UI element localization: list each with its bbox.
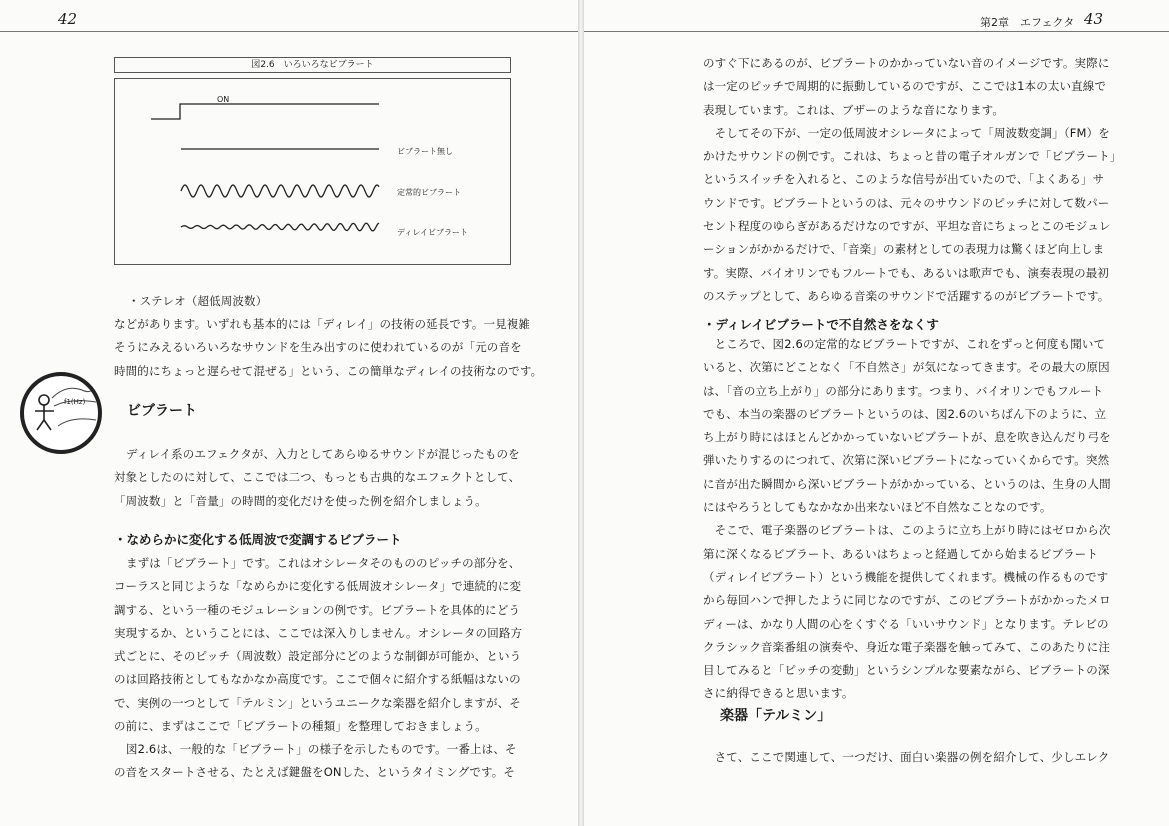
f1-hz-label: f1(Hz)	[64, 398, 86, 406]
stereo-bullet: ・ステレオ（超低周波数）	[128, 294, 268, 308]
delay-vibrato-wave	[181, 223, 379, 231]
paragraph-delay-summary	[114, 313, 542, 383]
text-line: から毎回ハンで押したように同じなのですが、このビブラートがかかったメロ	[703, 593, 1111, 608]
text-line: などがあります。いずれも基本的には「ディレイ」の技術の延長です。一見複雑	[114, 317, 531, 331]
steady-vibrato-wave	[181, 185, 379, 197]
paragraph-vibrato-explain	[114, 552, 522, 738]
figure-caption: 図2.6 いろいろなビブラート	[114, 57, 511, 73]
text-line: 実現するか、ということには、ここでは深入りしません。オシレータの回路方	[114, 625, 523, 640]
text-line: ーションがかかるだけで、「音楽」の素材としての表現力は驚くほど向上しま	[703, 242, 1105, 257]
text-line: のすぐ下にあるのが、ビブラートのかかっていない音のイメージです。実際に	[703, 56, 1110, 70]
text-line: のステップとして、あらゆる音楽のサウンドで活躍するのがビブラートです。	[703, 288, 1110, 303]
section-title-theremin: 楽器「テルミン」	[720, 708, 832, 724]
paragraph-figure-description	[114, 738, 517, 785]
text-line: さに納得できると思います。	[703, 686, 854, 701]
text-line: 時間的にちょっと遅らせて混ぜる」という、この簡単なディレイの技術なのです。	[114, 363, 543, 378]
text-line: ち上がり時にはほとんどかかっていないビブラートが、息を吹き込んだり弓を	[703, 430, 1111, 445]
text-line: は一定のピッチで周期的に振動しているのですが、ここでは1本の太い直線で	[703, 79, 1107, 94]
text-line: でも、本当の楽器のビブラートというのは、図2.6のいちばん下のように、立	[703, 406, 1107, 421]
delay-vibrato-label: ディレイビブラート	[397, 228, 468, 237]
paragraph-theremin-intro	[703, 746, 1109, 769]
text-line: セント程度のゆらぎがあるだけなのですが、平坦な音にちょっとこのモジュレ	[703, 219, 1111, 234]
header-rule-right	[584, 31, 1169, 32]
section-title-vibrato: ビブラート	[127, 403, 197, 419]
text-line: 弾いたりするのにつれて、次第に深いビブラートになっていくからです。突然	[703, 453, 1110, 468]
text-line: ところで、図2.6の定常的なビブラートですが、これをずっと何度も聞いて	[703, 337, 1106, 351]
text-line: は、「音の立ち上がり」の部分にあります。つまり、バイオリンでもフルート	[703, 383, 1104, 398]
paragraph-vibrato-intro	[114, 443, 520, 513]
text-line: で、実例の一つとして「テルミン」というユニークな楽器を紹介しますが、そ	[114, 695, 521, 710]
text-line: 式ごとに、そのピッチ（周波数）設定部分にどのような制御が可能か、という	[114, 649, 522, 664]
on-gate-line	[151, 104, 379, 119]
text-line: そこで、電子楽器のビブラートは、このように立ち上がり時にはゼロから次	[703, 523, 1111, 538]
text-line: （ディレイビブラート）という機能を提供してくれます。機械の作るものです	[703, 569, 1109, 584]
text-line: そうにみえるいろいろなサウンドを生み出すのに使われているのが「元の音を	[114, 340, 522, 355]
subheading-lfo-vibrato: ・なめらかに変化する低周波で変調するビブラート	[114, 532, 402, 547]
steady-vibrato-label: 定常的ビブラート	[397, 188, 461, 197]
header-rule-left	[0, 31, 578, 32]
text-line: かけたサウンドの例です。これは、ちょっと昔の電子オルガンで「ビブラート」	[703, 149, 1122, 164]
text-line: 第に深くなるビブラート、あるいはちょっと経過してから始まるビブラート	[703, 546, 1099, 561]
page-number-right: 43	[1084, 10, 1104, 28]
text-line: の前に、まずはここで「ビブラートの種類」を整理しておきましょう。	[114, 719, 487, 734]
right-page	[584, 0, 1169, 826]
chapter-header: 第2章 エフェクタ	[980, 16, 1075, 29]
on-label: ON	[217, 95, 230, 104]
text-line: 調する、という一種のモジュレーションの例です。ビブラートを具体的にどう	[114, 602, 521, 617]
vibrato-figure	[114, 78, 511, 265]
stick-figure-icon	[20, 372, 102, 454]
text-line: に音が出た瞬間から深いビブラートがかかっている、というのは、生身の人間	[703, 476, 1111, 491]
paragraph-delay-vibrato	[703, 333, 1111, 706]
text-line: 図2.6は、一般的な「ビブラート」の様子を示したものです。一番上は、そ	[126, 742, 517, 756]
no-vibrato-label: ビブラート無し	[397, 147, 453, 156]
text-line: コーラスと同じような「なめらかに変化する低周波オシレータ」で連続的に変	[114, 579, 522, 594]
stick-figure-drawing	[24, 376, 98, 450]
text-line: ディーは、かなり人間の心をくすぐる「いいサウンド」となります。テレビの	[703, 616, 1109, 631]
text-line: にはやろうとしてもなかなか出来ないほど不自然なことなのです。	[703, 500, 1052, 515]
text-line: いると、次第にどことなく「不自然さ」が気になってきます。その最大の原因	[703, 360, 1110, 375]
text-line: ディレイ系のエフェクタが、入力としてあらゆるサウンドが混じったものを	[126, 447, 520, 461]
left-page	[0, 0, 578, 826]
text-line: まずは「ビブラート」です。これはオシレータそのもののピッチの部分を、	[126, 556, 521, 570]
text-line: 対象としたのに対して、ここでは二つ、もっとも古典的なエフェクトとして、	[114, 470, 521, 485]
page-number-left: 42	[58, 10, 78, 28]
text-line: のは回路技術としてもなかなか高度です。ここで個々に紹介する紙幅はないの	[114, 672, 521, 687]
text-line: す。実際、バイオリンでもフルートでも、あるいは歌声でも、演奏表現の最初	[703, 265, 1110, 280]
subheading-delay-vibrato: ・ディレイビブラートで不自然さをなくす	[703, 317, 939, 332]
text-line: そしてその下が、一定の低周波オシレータによって「周波数変調」（FM）を	[703, 125, 1110, 140]
text-line: というスイッチを入れると、このような信号が出ていたので、「よくある」サ	[703, 172, 1105, 187]
paragraph-vibrato-types	[703, 52, 1121, 308]
text-line: さて、ここで関連して、一つだけ、面白い楽器の例を紹介して、少しエレク	[703, 750, 1110, 764]
text-line: の音をスタートさせる、たとえば鍵盤をONした、というタイミングです。そ	[114, 765, 516, 780]
text-line: 目してみると「ピッチの変動」というシンプルな要素ながら、ビブラートの深	[703, 663, 1110, 678]
text-line: 表現しています。これは、ブザーのような音になります。	[703, 102, 1005, 117]
text-line: ウンドです。ビブラートというのは、元々のサウンドのピッチに対して数パー	[703, 195, 1110, 210]
text-line: クラシック音楽番組の演奏や、身近な電子楽器を触ってみて、このあたりに注	[703, 639, 1111, 654]
text-line: 「周波数」と「音量」の時間的変化だけを使った例を紹介しましょう。	[114, 493, 487, 508]
